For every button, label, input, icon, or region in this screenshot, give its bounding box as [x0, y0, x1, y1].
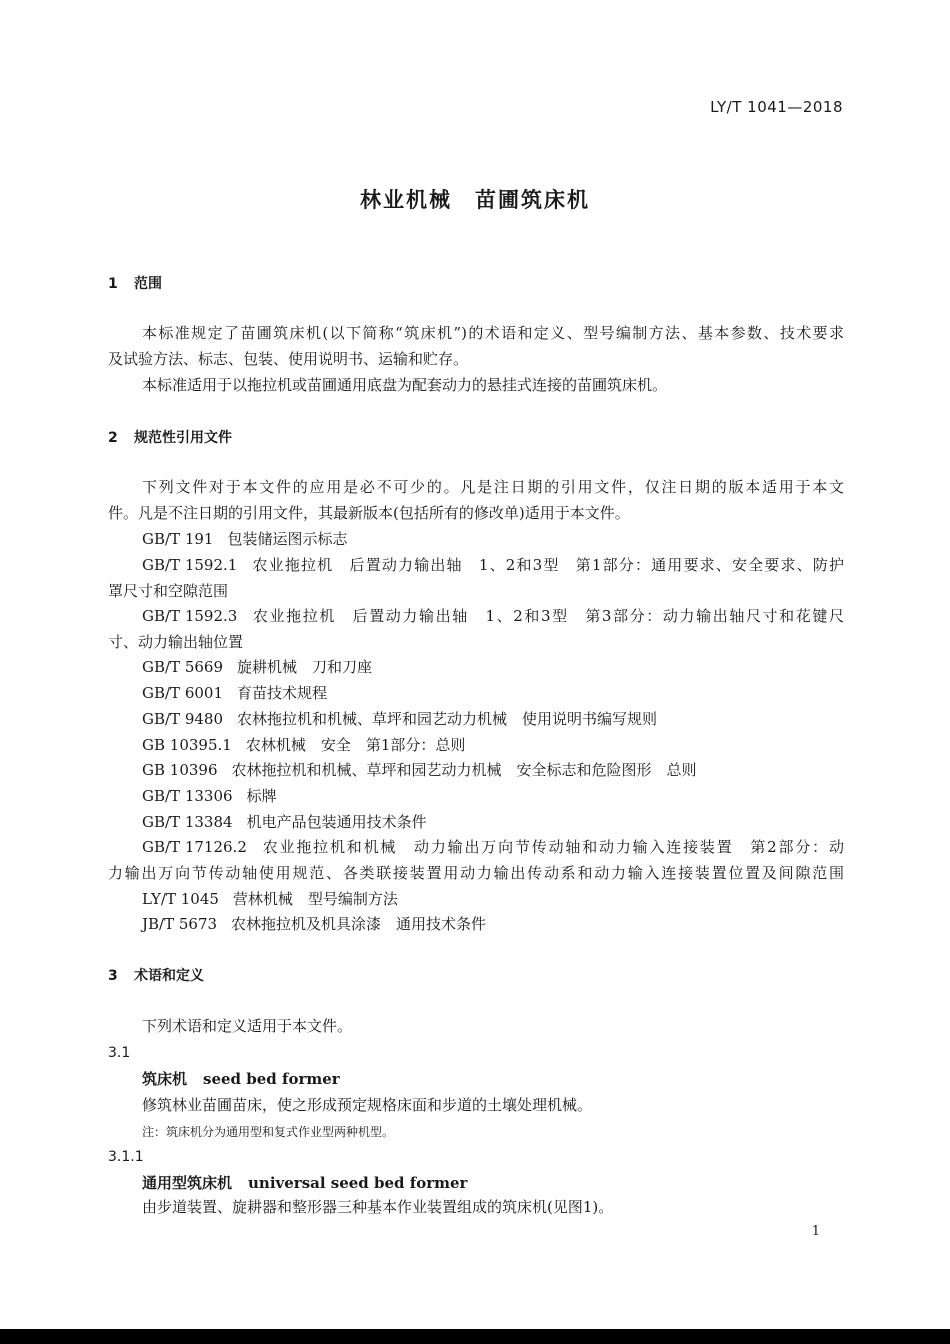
- references-intro-line-1: 下列文件对于本文件的应用是必不可少的。凡是注日期的引用文件，仅注日期的版本适用于本文: [142, 478, 844, 496]
- reference-title: 包装储运图示标志: [227, 530, 348, 548]
- section-number: 2: [108, 430, 118, 446]
- reference-title: 农林拖拉机和机械、草坪和园艺动力机械 使用说明书编写规则: [237, 710, 658, 728]
- term-definition: 由步道装置、旋耕器和整形器三种基本作业装置组成的筑床机(见图1)。: [142, 1198, 614, 1216]
- scope-paragraph-1-line-1: 本标准规定了苗圃筑床机(以下简称“筑床机”)的术语和定义、型号编制方法、基本参数、技术要求: [142, 324, 844, 342]
- bottom-border-bar: [0, 1329, 950, 1344]
- scope-paragraph-1-line-2: 及试验方法、标志、包装、使用说明书、运输和贮存。: [108, 350, 469, 368]
- reference-code: GB/T 1592.1: [142, 556, 238, 574]
- term-entry: [142, 1174, 844, 1192]
- reference-title: 农林拖拉机及机具涂漆 通用技术条件: [231, 915, 487, 933]
- reference-title: 育苗技术规程: [237, 684, 328, 702]
- reference-title: 农业拖拉机 后置动力输出轴 1、2和3型 第3部分：动力输出轴尺寸和花键尺: [251, 607, 844, 625]
- section-heading-1: [108, 275, 844, 293]
- reference-item: [142, 710, 844, 728]
- reference-item: [142, 556, 844, 574]
- standard-code: LY/T 1041—2018: [710, 98, 843, 116]
- term-chinese: 筑床机: [142, 1070, 188, 1088]
- section-title: 术语和定义: [134, 968, 204, 984]
- reference-title: 农业拖拉机 后置动力输出轴 1、2和3型 第1部分：通用要求、安全要求、防护: [251, 556, 844, 574]
- term-english: universal seed bed former: [248, 1174, 468, 1192]
- reference-code: GB/T 9480: [142, 710, 224, 728]
- reference-item: [142, 890, 844, 908]
- reference-code: GB/T 1592.3: [142, 607, 238, 625]
- reference-title: 机电产品包装通用技术条件: [246, 813, 427, 831]
- reference-item: [142, 530, 844, 548]
- reference-continuation: 力输出万向节传动轴使用规范、各类联接装置用动力输出传动系和动力输入连接装置位置及间隙范围: [108, 864, 844, 882]
- references-intro-line-2: 件。凡是不注日期的引用文件，其最新版本(包括所有的修改单)适用于本文件。: [108, 504, 630, 522]
- reference-code: GB/T 13306: [142, 787, 233, 805]
- term-entry: [142, 1070, 844, 1088]
- reference-item: [142, 658, 844, 676]
- reference-code: GB/T 17126.2: [142, 838, 247, 856]
- section-title: 范围: [134, 276, 162, 292]
- reference-item: [142, 684, 844, 702]
- term-definition: 修筑林业苗圃苗床，使之形成预定规格床面和步道的土壤处理机械。: [142, 1096, 593, 1114]
- reference-code: LY/T 1045: [142, 890, 219, 908]
- reference-code: JB/T 5673: [142, 915, 218, 933]
- reference-item: [142, 813, 844, 831]
- section-number: 3: [108, 968, 118, 984]
- section-heading-3: [108, 967, 844, 985]
- reference-title: 农林机械 安全 第1部分：总则: [245, 736, 466, 754]
- reference-item: [142, 736, 844, 754]
- section-number: 1: [108, 276, 118, 292]
- reference-title: 标牌: [246, 787, 277, 805]
- reference-item: [142, 838, 844, 856]
- reference-title: 农林拖拉机和机械、草坪和园艺动力机械 安全标志和危险图形 总则: [231, 761, 697, 779]
- reference-code: GB/T 191: [142, 530, 214, 548]
- section-heading-2: [108, 429, 844, 447]
- scope-paragraph-2: 本标准适用于以拖拉机或苗圃通用底盘为配套动力的悬挂式连接的苗圃筑床机。: [142, 376, 668, 394]
- document-title: 林业机械 苗圃筑床机: [360, 188, 590, 212]
- reference-title: 旋耕机械 刀和刀座: [237, 658, 373, 676]
- section-title: 规范性引用文件: [134, 430, 232, 446]
- reference-code: GB 10395.1: [142, 736, 232, 754]
- reference-code: GB/T 5669: [142, 658, 224, 676]
- terms-intro: 下列术语和定义适用于本文件。: [142, 1017, 353, 1035]
- term-number: 3.1: [108, 1045, 131, 1061]
- reference-code: GB 10396: [142, 761, 218, 779]
- reference-item: [142, 915, 844, 933]
- reference-title: 营林机械 型号编制方法: [232, 890, 398, 908]
- reference-title: 农业拖拉机和机械 动力输出万向节传动轴和动力输入连接装置 第2部分：动: [260, 838, 844, 856]
- reference-item: [142, 787, 844, 805]
- page-number: 1: [811, 1224, 820, 1239]
- term-note: 注：筑床机分为通用型和复式作业型两种机型。: [142, 1125, 395, 1139]
- reference-continuation: 罩尺寸和空隙范围: [108, 582, 229, 600]
- reference-code: GB/T 6001: [142, 684, 224, 702]
- term-english: seed bed former: [203, 1070, 340, 1088]
- term-number: 3.1.1: [108, 1149, 144, 1165]
- term-chinese: 通用型筑床机: [142, 1174, 233, 1192]
- reference-continuation: 寸、动力输出轴位置: [108, 633, 244, 651]
- reference-code: GB/T 13384: [142, 813, 233, 831]
- reference-item: [142, 607, 844, 625]
- reference-item: [142, 761, 844, 779]
